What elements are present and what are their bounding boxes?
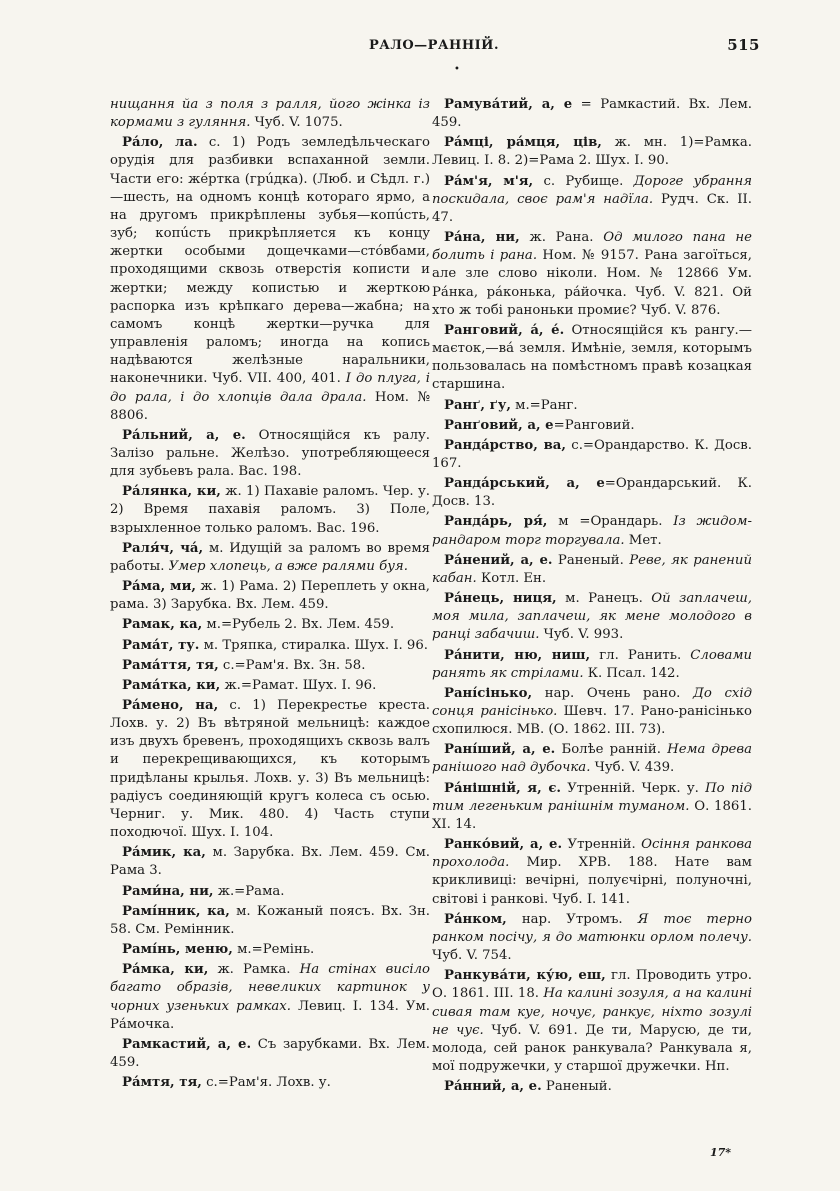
dictionary-entry (110, 844, 430, 880)
definition: Съ зарубками. Вх. Лем. 459. (110, 1036, 430, 1070)
dictionary-entry (110, 637, 430, 655)
definition: = Рамкастий. Вх. Лем. 459. (432, 97, 752, 131)
dictionary-entry (432, 780, 752, 834)
headword: Рамкастий, а, е. (122, 1036, 252, 1052)
dictionary-entry (432, 322, 752, 395)
headword: Ра́лянка, ки, (122, 484, 221, 500)
dictionary-entry (110, 677, 430, 695)
definition: гл. Ранить. (590, 647, 682, 663)
headword: Рама́тка, ки, (122, 677, 221, 693)
definition: м.=Ранг. (510, 397, 578, 413)
definition: Утренній. Черк. у. (561, 780, 699, 796)
headword: Ра́нішній, я, є. (444, 780, 561, 796)
source-reference: Чуб. V. 993. (539, 627, 624, 643)
example-quote: На калині зозуля, а на калині сивая там куе, ночує, ранкує, ніхто зозулі не чує. (432, 986, 752, 1038)
headword: Ранкува́ти, ку́ю, еш, (444, 968, 606, 984)
page-number: 515 (727, 36, 760, 54)
headword: Ра́нком, (444, 911, 507, 927)
definition: м. Кожаный поясъ. Вх. Зн. 58. См. Ремінник. (110, 903, 430, 937)
headword: Ра́нний, а, е. (444, 1079, 542, 1095)
headword: Ра́льний, а, е. (122, 427, 246, 443)
source-reference: Мет. (624, 532, 662, 548)
example-quote: Словами ранять як стрілами. (432, 647, 752, 681)
dictionary-entry (432, 397, 752, 415)
dictionary-entry (432, 552, 752, 588)
definition: с.=Рам'я. Лохв. у. (201, 1075, 331, 1091)
headword: Ранда́рь, ря́, (444, 514, 548, 530)
definition: м.=Ремінь. (232, 942, 315, 958)
definition: Утренній. (562, 837, 636, 853)
dictionary-entry (432, 134, 752, 170)
definition: Раненый. (541, 1079, 612, 1095)
dictionary-entry (110, 483, 430, 537)
dictionary-entry (432, 475, 752, 511)
dictionary-entry (110, 883, 430, 901)
dictionary-entry (432, 911, 752, 965)
dictionary-entry (110, 903, 430, 939)
definition: м. Идущій за раломъ во время работы. (110, 540, 431, 574)
source-reference: Шевч. 17. Рано-ранісінько схопилюся. МВ. (О. 1862. III. 73). (432, 704, 752, 738)
dictionary-entry (110, 427, 430, 481)
definition: Относящійся къ ралу. Залізо ральне. Желѣзо. употребляющееся для зубьевъ рала. Вас. 198. (110, 427, 430, 480)
headword: Ранда́рський, а, е (444, 476, 605, 492)
dictionary-entry (432, 967, 752, 1076)
dictionary-entry (432, 229, 752, 320)
dictionary-entry (432, 647, 752, 683)
dictionary-entry (432, 685, 752, 739)
headword: Ранґ, ґу, (444, 397, 511, 413)
definition: нар. Очень рано. (532, 685, 681, 701)
headword: Ра́ма, ми, (122, 579, 197, 595)
dictionary-entry (110, 941, 430, 959)
headword: Ра́нець, ниця, (444, 591, 557, 607)
example-quote: Дороге убрання поскидала, своє рам'я надїла. (432, 173, 752, 207)
headword: Ра́на, ни, (444, 230, 520, 246)
left-column (110, 96, 430, 1094)
headword: Ранко́вий, а, е. (444, 837, 563, 853)
dictionary-entry (110, 134, 430, 425)
source-reference: Чуб. V. 754. (432, 948, 512, 964)
headword: Ра́м'я, м'я, (444, 173, 534, 189)
dictionary-entry (432, 1078, 752, 1096)
headword: Ра́мено, на, (122, 698, 219, 713)
source-reference: Чуб. V. 439. (590, 760, 675, 776)
dictionary-entry (432, 590, 752, 644)
example-quote: На стінах висіло багато образів, невеликих картинок у чорних узеньких рамках. (110, 962, 430, 1014)
example-quote: Я тоє терно ранком посічу, я до матюнки орлом полечу. (432, 911, 752, 945)
printer-mark: • (454, 64, 460, 75)
dictionary-entry (432, 741, 752, 777)
example-quote: До схід сонця ранісінько. (432, 685, 752, 719)
definition: ж. 1) Рама. 2) Переплеть у окна, рама. 3) Зарубка. Вх. Лем. 459. (110, 579, 430, 613)
headword: Рамі́нник, ка, (122, 903, 230, 919)
definition: ж. Рамка. (208, 962, 291, 978)
source-reference: Ном. № 9157. Рана загоїться, але зле слово ніколи. Ном. № 12866 Ум. Ра́нка, ра́конька, ра́йочка. Чуб. V. 821. Ой хто ж тобі раноньки промиє? Чуб. V. 876. (432, 248, 752, 318)
definition: ж.=Рамат. Шух. І. 96. (220, 677, 377, 693)
headword: Рамі́нь, меню, (122, 942, 233, 958)
dictionary-entry (110, 697, 430, 842)
dictionary-entry (432, 417, 752, 435)
definition: =Ранговий. (553, 417, 635, 433)
example-quote: Із жидом-рандаром торг торгувала. (432, 514, 752, 548)
headword: Ра́нений, а, е. (444, 552, 553, 568)
definition: с.=Рам'я. Вх. Зн. 58. (218, 657, 366, 673)
headword: Ранговий, а́, е́. (444, 322, 565, 338)
definition: м. Зарубка. Вх. Лем. 459. См. Рама 3. (110, 845, 430, 879)
headword: Ранґовий, а, е (444, 417, 554, 433)
source-reference: К. Псал. 142. (583, 665, 680, 681)
headword: Ра́мці, ра́мця, ців, (444, 135, 602, 151)
source-reference: Левиц. І. 134. Ум. Ра́мочка. (110, 998, 430, 1032)
headword: Рама́т, ту. (122, 637, 200, 653)
dictionary-entry (110, 961, 430, 1034)
source-reference: О. 1861. XI. 14. (432, 798, 752, 832)
definition: нар. Утромъ. (506, 911, 623, 927)
dictionary-entry (432, 173, 752, 227)
definition: ж. Рана. (519, 230, 594, 246)
definition: ж. мн. 1)=Рамка. Левиц. І. 8. 2)=Рама 2. Шух. І. 90. (432, 135, 752, 169)
definition: с.=Орандарство. К. Досв. 167. (432, 437, 752, 471)
headword: Ра́мтя, тя, (122, 1075, 202, 1091)
definition: с. Рубище. (533, 173, 624, 189)
headword: Раля́ч, ча́, (122, 540, 204, 556)
definition: Относящійся къ рангу.— маєток,—ва́ земля. Имѣніе, земля, которымъ пользовалась на помѣстномъ правѣ козацкая старшина. (432, 322, 752, 393)
dictionary-entry (432, 513, 752, 549)
source-reference: Чуб. V. 1075. (250, 115, 343, 131)
dictionary-entry (432, 836, 752, 909)
headword: Ра́ло, ла. (122, 135, 198, 151)
dictionary-entry (110, 1074, 430, 1092)
headword: Ра́мка, ки, (122, 962, 209, 978)
definition: м.=Рубель 2. Вх. Лем. 459. (202, 617, 395, 633)
dictionary-entry (110, 616, 430, 634)
source-reference: Рудч. Ск. II. 47. (432, 191, 752, 225)
source-reference: Котл. Ен. (476, 570, 547, 586)
definition: м. Тряпка, стиралка. Шух. І. 96. (199, 637, 428, 653)
source-reference: Чуб. V. 691. Де ти, Марусю, де ти, молода, сей ранок ранкувала? Ранкувала я, мої подружечки, у старшої дружечки. Нп. (432, 1022, 752, 1074)
dictionary-entry (110, 657, 430, 675)
definition: гл. Проводить утро. О. 1861. III. 18. (432, 968, 752, 1002)
dictionary-entry (432, 437, 752, 473)
source-reference: Ном. № 8806. (110, 389, 431, 423)
source-reference: Мир. ХРВ. 188. Нате вам крикливиці: вечірні, полуєчірні, полуночні, світові і ранкові. Чуб. І. 141. (432, 855, 752, 907)
definition: м =Орандарь. (547, 514, 663, 530)
page-header (108, 36, 760, 58)
example-quote: Ой заплачеш, моя мила, заплачеш, як мене молодого в ранці забачиш. (432, 591, 752, 643)
definition: ж.=Рама. (213, 883, 285, 899)
running-head: РАЛО—РАННІЙ. (368, 38, 499, 53)
definition: с. 1) Перекрестье креста. Лохв. у. 2) Въ вѣтряной мельницѣ: каждое изъ двухъ бревенъ, проходящихъ сквозь валъ и перекрещивающихся, къ которымъ придѣланы крылья. Лохв. у. 3) Въ мельницѣ: радіусъ соединяющій кругъ колеса съ осью. Черниг. у. Мик. 480. 4) Часть ступи походючої. Шух. І. 104. (110, 698, 430, 841)
example-quote: Реве, як ранений кабан. (432, 552, 752, 586)
example-quote: Осіння ранкова прохолода. (432, 837, 752, 871)
example-quote: нищання йа з поля з ралля, його жінка із кормами з гуляння. (110, 97, 430, 131)
headword: Ранда́рство, ва, (444, 437, 566, 453)
definition: м. Ранецъ. (556, 591, 643, 607)
example-quote: По під тим легеньким ранішнім туманом. (432, 780, 752, 814)
definition: =Орандарський. К. Досв. 13. (432, 476, 752, 510)
definition: Раненый. (552, 552, 624, 568)
dictionary-entry (110, 578, 430, 614)
headword: Ра́нити, ню, ниш, (444, 647, 591, 663)
dictionary-entry (432, 96, 752, 132)
definition: Болѣе ранній. (555, 742, 661, 758)
headword: Рані́сінько, (444, 685, 533, 701)
dictionary-entry (110, 96, 430, 132)
headword: Рані́ший, а, е. (444, 742, 556, 758)
right-column (432, 96, 752, 1098)
example-quote: І до плуга, і до рала, і до хлопців дала драла. (110, 371, 430, 405)
headword: Рамак, ка, (122, 617, 203, 633)
example-quote: Од милого пана не болить і рана. (432, 230, 752, 264)
dictionary-entry (110, 540, 430, 576)
headword: Рами́на, ни, (122, 883, 214, 899)
headword: Ра́мик, ка, (122, 845, 206, 861)
dictionary-entry (110, 1036, 430, 1072)
definition: с. 1) Родъ земледѣльческаго орудія для разбивки вспаханной земли. Части его: жéртка (грúдка). (Люб. и Сѣдл. г.)—шесть, на одномъ концѣ котораго ярмо, а на другомъ прикрѣплены зубья—копúсть, зуб; копúсть прикрѣпляется къ концу жертки особыми дощечками—стóвбами, проходящими сквозь отверстія кописти и жертки; между копистью и жерткою распорка изъ крѣпкаго дерева—жабна; на самомъ концѣ жертки—ручка для управленія раломъ; иногда на копись надѣваются желѣзные наральники, наконечники. Чуб. VII. 400, 401. (110, 135, 430, 387)
definition: ж. 1) Пахавіе раломъ. Чер. у. 2) Время пахавія раломъ. 3) Поле, взрыхленное только раломъ. Вас. 196. (110, 484, 430, 536)
example-quote: Нема древа ранішого над дубочка. (432, 742, 752, 776)
headword: Рамува́тий, а, е (444, 97, 573, 112)
signature-mark: 17* (710, 1146, 732, 1159)
headword: Рама́ття, тя, (122, 657, 219, 673)
example-quote: Умер хлопець, а вже ралями буя. (164, 558, 408, 574)
